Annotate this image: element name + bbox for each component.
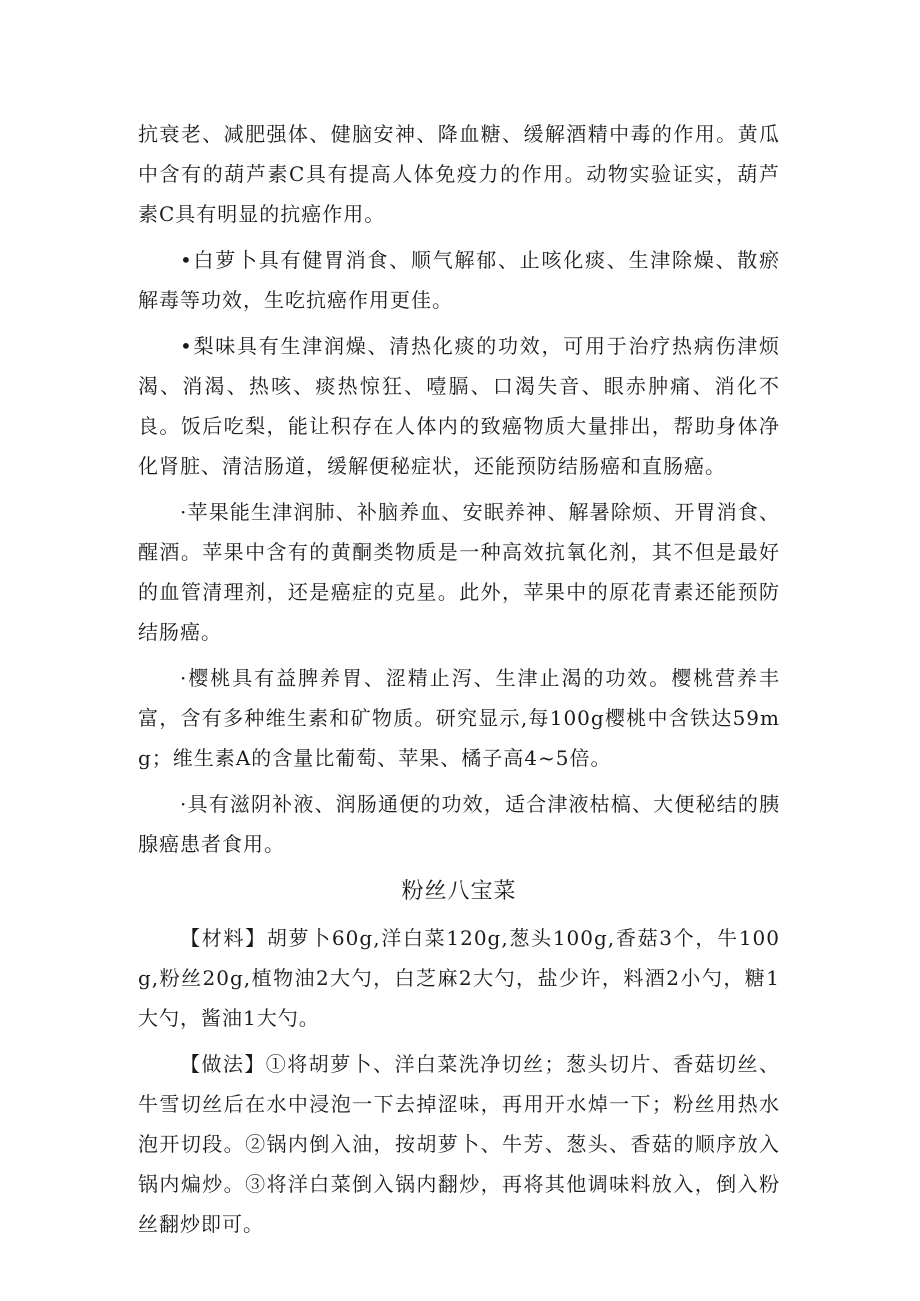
paragraph-cucumber: 抗衰老、减肥强体、健脑安神、降血糖、缓解酒精中毒的作用。黄瓜中含有的葫芦素C具有提高人体免疫力的作用。动物实验证实，葫芦素C具有明显的抗癌作用。	[138, 122, 780, 226]
recipe-title: 粉丝八宝菜	[401, 879, 517, 904]
recipe-materials: 【材料】胡萝卜60g,洋白菜120g,葱头100g,香菇3个，牛100g,粉丝20g,植物油2大勺，白芝麻2大勺，盐少许，料酒2小勺，糖1大勺，酱油1大勺。	[138, 926, 780, 1030]
paragraph-apple: ·苹果能生津润肺、补脑养血、安眠养神、解暑除烦、开胃消食、醒酒。苹果中含有的黄酮类物质是一种高效抗氧化剂，其不但是最好的血管清理剂，还是癌症的克星。此外，苹果中的原花青素还能预防结肠癌。	[138, 500, 780, 644]
recipe-method: 【做法】①将胡萝卜、洋白菜洗净切丝；葱头切片、香菇切丝、牛雪切丝后在水中浸泡一下去掉涩味，再用开水焯一下；粉丝用热水泡开切段。②锅内倒入油，按胡萝卜、牛芳、葱头、香菇的顺序放入锅内煸炒。③将洋白菜倒入锅内翻炒，再将其他调味料放入，倒入粉丝翻炒即可。	[138, 1052, 780, 1236]
paragraph-nourish: ·具有滋阴补液、润肠通便的功效，适合津液枯槁、大便秘结的胰腺癌患者食用。	[138, 792, 780, 856]
document-page	[138, 114, 780, 1250]
paragraph-cherry: ·樱桃具有益脾养胃、涩精止泻、生津止渴的功效。樱桃营养丰富，含有多种维生素和矿物质。研究显示,每100g樱桃中含铁达59mg；维生素A的含量比葡萄、苹果、橘子高4~5倍。	[138, 666, 780, 770]
paragraph-pear: •梨味具有生津润燥、清热化痰的功效，可用于治疗热病伤津烦渴、消渴、热咳、痰热惊狂、噎膈、口渴失音、眼赤肿痛、消化不良。饭后吃梨，能让积存在人体内的致癌物质大量排出，帮助身体净化肾脏、清洁肠道，缓解便秘症状，还能预防结肠癌和直肠癌。	[138, 334, 780, 478]
paragraph-radish: •白萝卜具有健胃消食、顺气解郁、止咳化痰、生津除燥、散瘀解毒等功效，生吃抗癌作用更佳。	[138, 248, 780, 312]
